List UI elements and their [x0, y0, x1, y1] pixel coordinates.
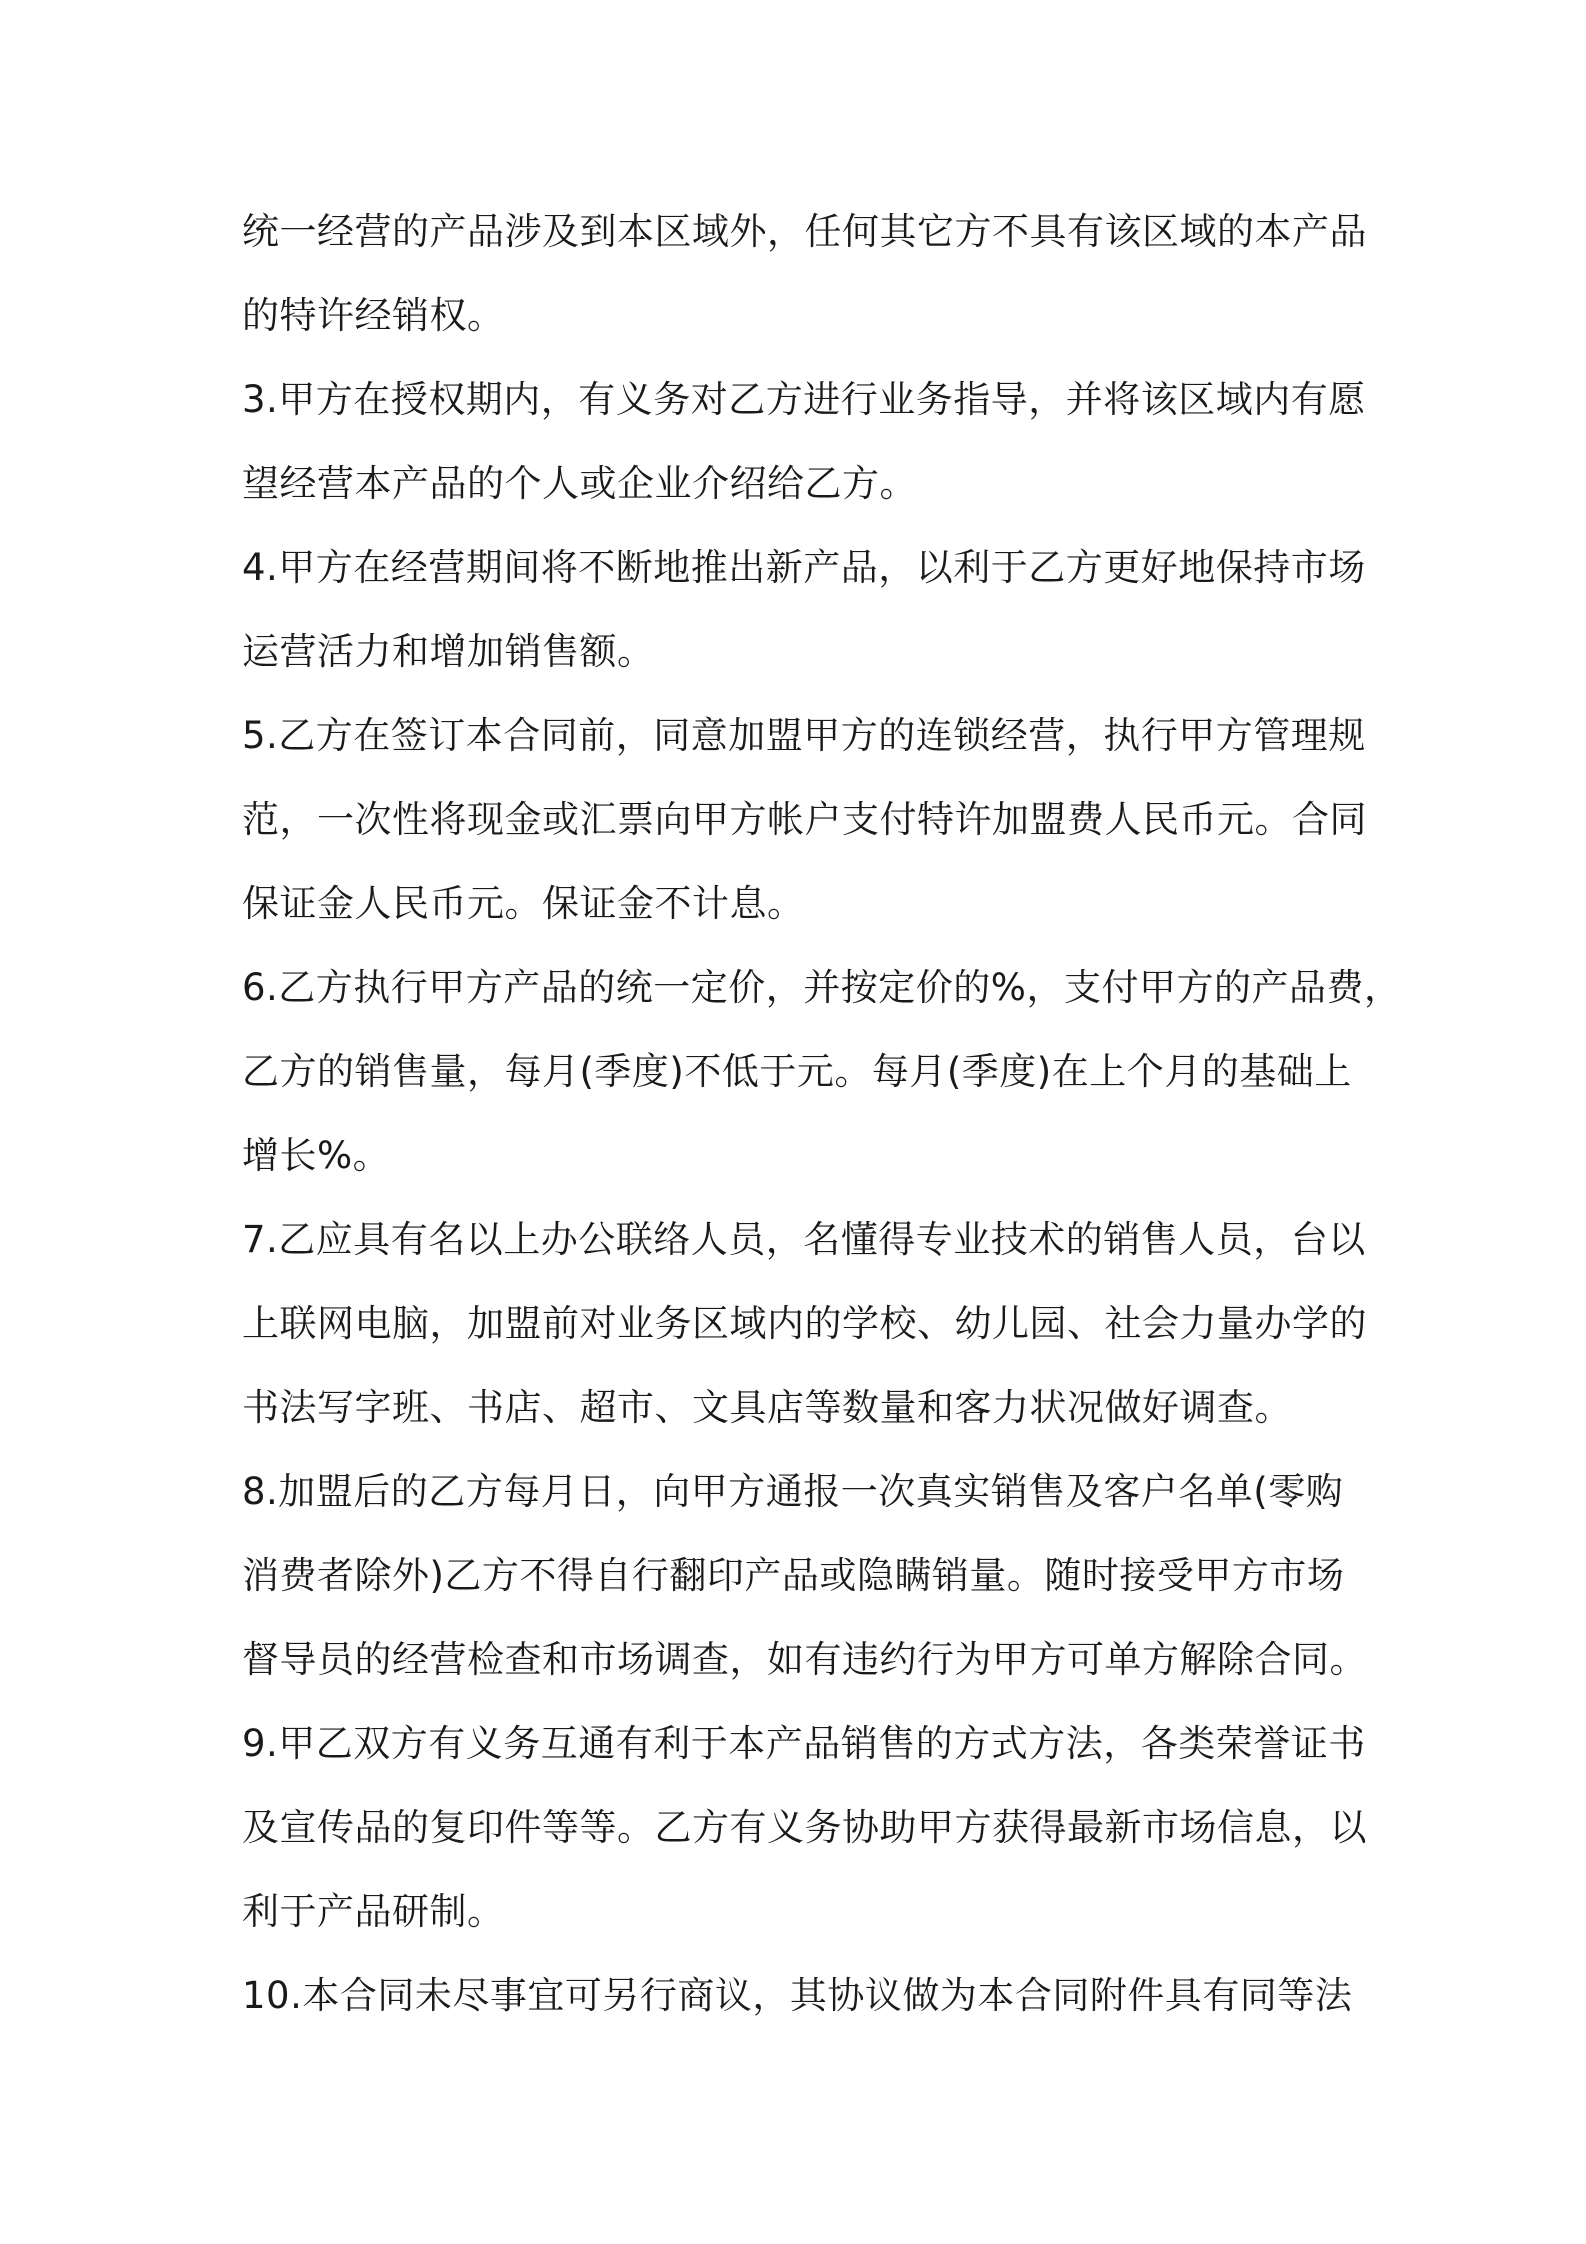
text-line: 3.甲方在授权期内，有义务对乙方进行业务指导，并将该区域内有愿 [242, 378, 1366, 421]
text-line: 上联网电脑，加盟前对业务区域内的学校、幼儿园、社会力量办学的 [242, 1302, 1367, 1345]
document-body [242, 190, 1402, 2038]
text-line: 增长%。 [242, 1134, 391, 1177]
text-line: 利于产品研制。 [242, 1890, 505, 1933]
text-line: 5.乙方在签订本合同前，同意加盟甲方的连锁经营，执行甲方管理规 [242, 714, 1366, 757]
text-line: 的特许经销权。 [242, 294, 505, 337]
text-line: 统一经营的产品涉及到本区域外，任何其它方不具有该区域的本产品 [242, 210, 1367, 253]
text-line: 10.本合同未尽事宜可另行商议，其协议做为本合同附件具有同等法 [242, 1974, 1353, 2017]
text-line: 督导员的经营检查和市场调查，如有违约行为甲方可单方解除合同。 [242, 1638, 1367, 1681]
text-line: 8.加盟后的乙方每月日，向甲方通报一次真实销售及客户名单(零购 [242, 1470, 1344, 1513]
text-line: 9.甲乙双方有义务互通有利于本产品销售的方式方法，各类荣誉证书 [242, 1722, 1366, 1765]
text-line: 范，一次性将现金或汇票向甲方帐户支付特许加盟费人民币元。合同 [242, 798, 1367, 841]
text-line: 望经营本产品的个人或企业介绍给乙方。 [242, 462, 917, 505]
text-line: 7.乙应具有名以上办公联络人员，名懂得专业技术的销售人员，台以 [242, 1218, 1366, 1261]
text-line: 消费者除外)乙方不得自行翻印产品或隐瞒销量。随时接受甲方市场 [242, 1554, 1345, 1597]
text-line: 书法写字班、书店、超市、文具店等数量和客力状况做好调查。 [242, 1386, 1292, 1429]
text-line: 及宣传品的复印件等等。乙方有义务协助甲方获得最新市场信息，以 [242, 1806, 1367, 1849]
text-line: 4.甲方在经营期间将不断地推出新产品，以利于乙方更好地保持市场 [242, 546, 1366, 589]
text-line: 运营活力和增加销售额。 [242, 630, 655, 673]
text-line: 6.乙方执行甲方产品的统一定价，并按定价的%，支付甲方的产品费， [242, 966, 1402, 1009]
text-line: 乙方的销售量，每月(季度)不低于元。每月(季度)在上个月的基础上 [242, 1050, 1352, 1093]
text-line: 保证金人民币元。保证金不计息。 [242, 882, 805, 925]
